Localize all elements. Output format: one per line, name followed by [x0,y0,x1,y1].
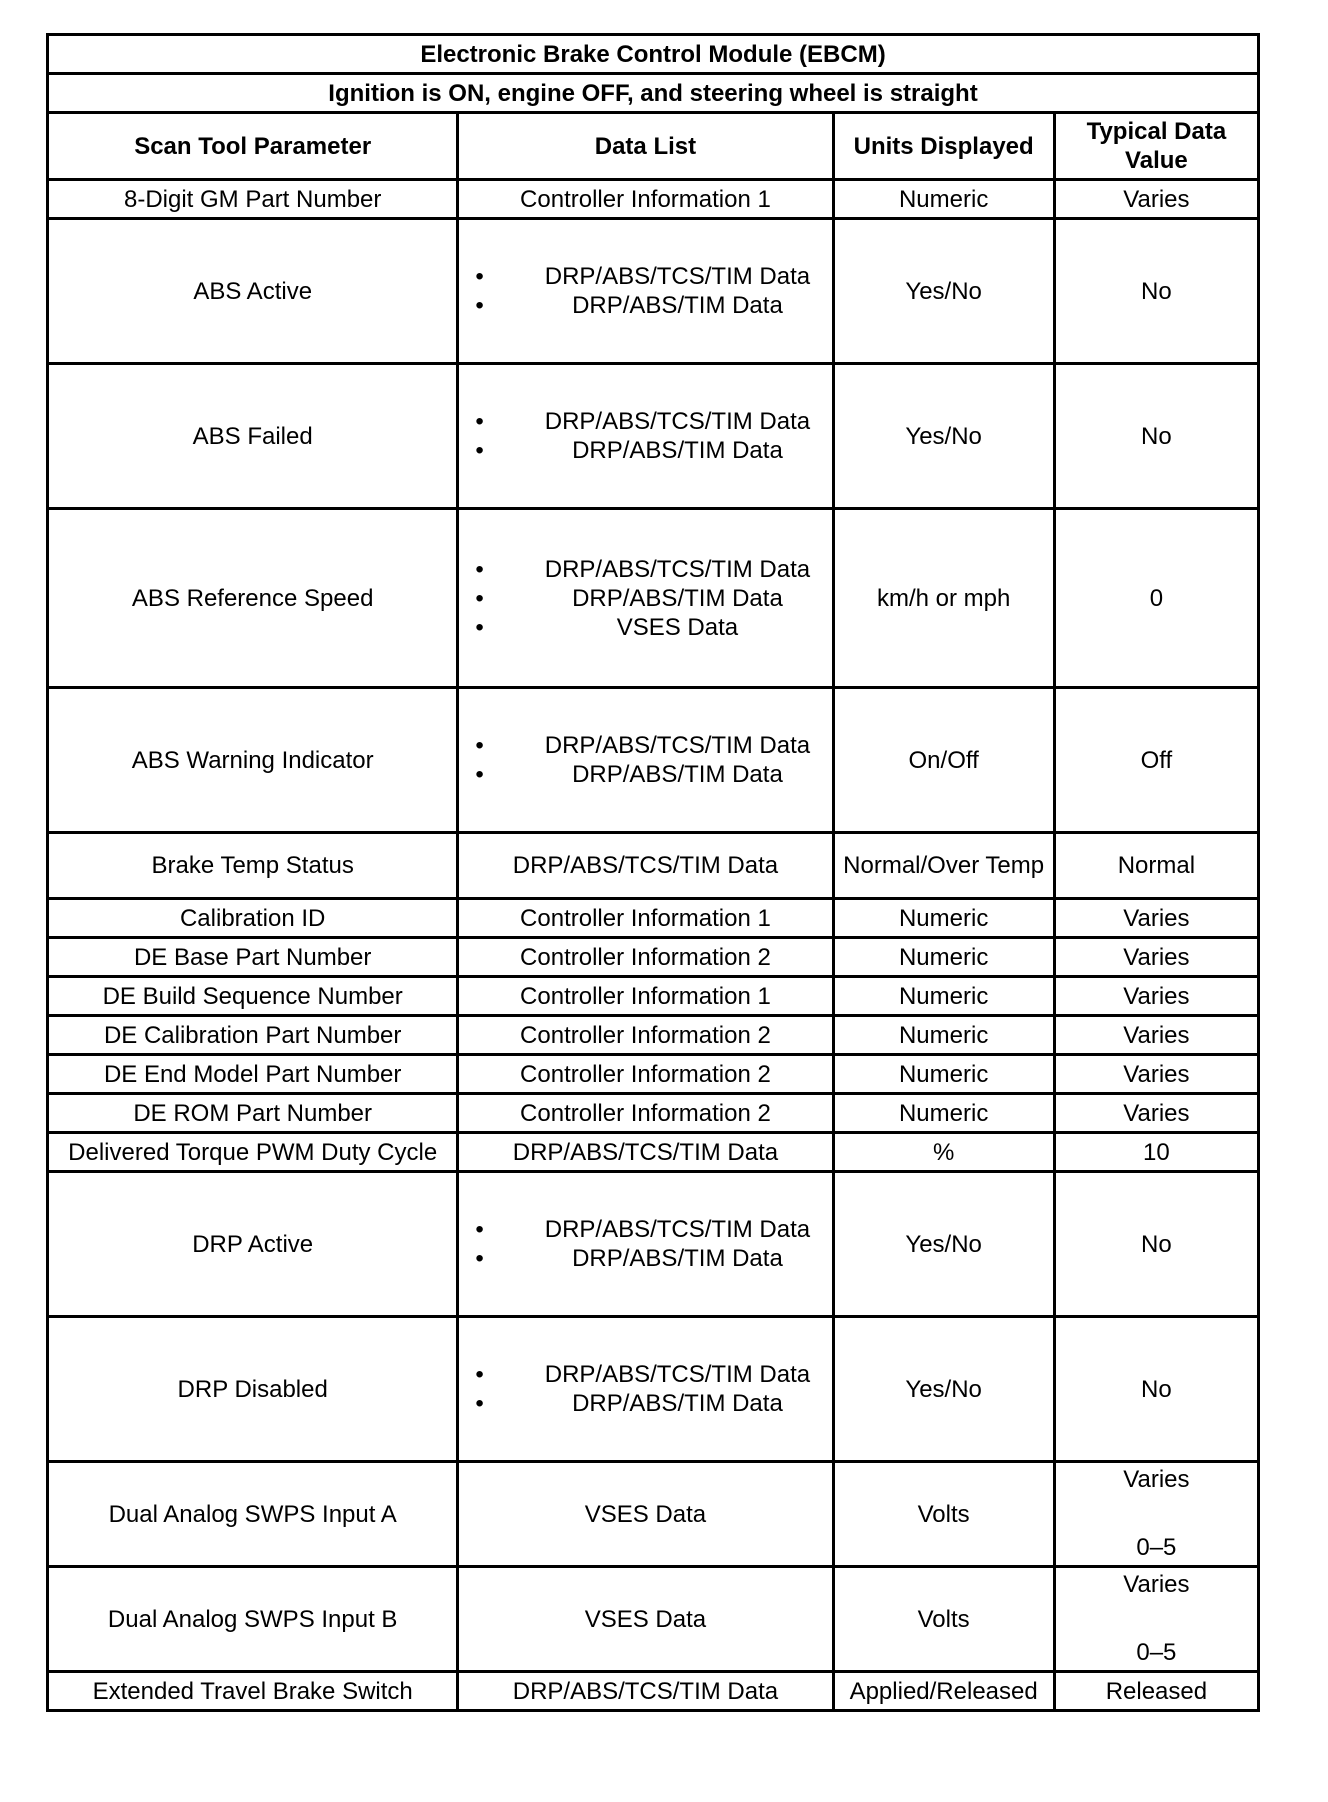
bullet-icon: • [475,613,484,641]
header-data-list: Data List [458,113,833,180]
data-list-bullets [465,1360,825,1418]
cell-units-displayed: Numeric [833,977,1054,1016]
table-row [48,364,1259,509]
data-list-item-text: DRP/ABS/TIM Data [572,292,783,319]
cell-data-list: DRP/ABS/TCS/TIM Data [458,1133,833,1172]
bullet-icon: • [475,292,484,319]
table-row [48,977,1259,1016]
data-list-item [475,1360,825,1389]
header-units-displayed: Units Displayed [833,113,1054,180]
data-list-item [475,731,825,760]
data-list-item-text: DRP/ABS/TIM Data [572,437,783,464]
cell-units-displayed: km/h or mph [833,509,1054,688]
cell-units-displayed: Numeric [833,1094,1054,1133]
cell-data-list [458,1317,833,1462]
data-list-bullets [465,1215,825,1273]
table-row [48,1317,1259,1462]
cell-data-list [458,364,833,509]
cell-parameter: DE Calibration Part Number [48,1016,458,1055]
cell-typical-data-value: Varies [1054,977,1258,1016]
cell-parameter: DRP Disabled [48,1317,458,1462]
cell-units-displayed: Numeric [833,899,1054,938]
data-list-item [475,555,825,584]
table-row [48,833,1259,899]
typical-value-line: 0–5 [1136,1639,1177,1666]
table-row [48,1462,1259,1567]
cell-parameter: Dual Analog SWPS Input B [48,1567,458,1672]
cell-data-list [458,509,833,688]
cell-units-displayed: Yes/No [833,219,1054,364]
cell-typical-data-value: Varies [1054,180,1258,219]
cell-units-displayed: Yes/No [833,1172,1054,1317]
cell-typical-data-value: Normal [1054,833,1258,899]
data-list-item [475,584,825,613]
cell-typical-data-value: 10 [1054,1133,1258,1172]
cell-parameter: DRP Active [48,1172,458,1317]
data-list-bullets [465,262,825,320]
data-list-item-text: DRP/ABS/TCS/TIM Data [544,263,811,290]
column-header-row [48,113,1259,180]
cell-parameter: ABS Warning Indicator [48,688,458,833]
cell-typical-data-value: Varies [1054,1094,1258,1133]
bullet-icon: • [475,263,484,290]
table-row [48,1094,1259,1133]
table-title: Electronic Brake Control Module (EBCM) [48,35,1259,74]
cell-units-displayed: Volts [833,1567,1054,1672]
data-list-item [475,436,825,465]
cell-typical-data-value [1054,1462,1258,1567]
cell-data-list: Controller Information 2 [458,1055,833,1094]
typical-value-stack [1062,1463,1251,1565]
data-list-item-text: DRP/ABS/TCS/TIM Data [544,1361,811,1388]
data-list-item [475,1244,825,1273]
cell-parameter: ABS Active [48,219,458,364]
cell-data-list: DRP/ABS/TCS/TIM Data [458,833,833,899]
bullet-icon: • [475,732,484,759]
cell-units-displayed: On/Off [833,688,1054,833]
table-row [48,1172,1259,1317]
table-row [48,688,1259,833]
cell-units-displayed: Numeric [833,1016,1054,1055]
cell-data-list: Controller Information 2 [458,938,833,977]
typical-value-stack [1062,1568,1251,1670]
table-title-row [48,35,1259,74]
typical-value-line: 0–5 [1136,1534,1177,1561]
cell-parameter: DE Build Sequence Number [48,977,458,1016]
cell-parameter: ABS Reference Speed [48,509,458,688]
table-row [48,1055,1259,1094]
bullet-icon: • [475,1216,484,1243]
header-typical-data-value: Typical Data Value [1054,113,1258,180]
data-list-item [475,613,825,642]
cell-parameter: DE End Model Part Number [48,1055,458,1094]
cell-typical-data-value: No [1054,364,1258,509]
typical-value-line: Varies [1123,1466,1190,1493]
ebcm-data-table [46,33,1260,1712]
header-scan-tool-parameter: Scan Tool Parameter [48,113,458,180]
table-row [48,938,1259,977]
data-list-item-text: VSES Data [616,613,739,641]
cell-typical-data-value: Varies [1054,899,1258,938]
cell-data-list: Controller Information 1 [458,180,833,219]
cell-parameter: Delivered Torque PWM Duty Cycle [48,1133,458,1172]
bullet-icon: • [475,584,484,612]
data-list-item [475,1215,825,1244]
cell-units-displayed: Numeric [833,180,1054,219]
bullet-icon: • [475,1361,484,1388]
cell-units-displayed: Volts [833,1462,1054,1567]
table-subtitle-row [48,74,1259,113]
data-list-bullets [465,731,825,789]
data-list-bullets [465,555,825,642]
data-list-item-text: DRP/ABS/TCS/TIM Data [544,732,811,759]
data-list-bullets [465,407,825,465]
data-list-item-text: DRP/ABS/TIM Data [572,1390,783,1417]
cell-units-displayed: Numeric [833,1055,1054,1094]
data-list-item [475,291,825,320]
cell-units-displayed: Yes/No [833,1317,1054,1462]
cell-typical-data-value: 0 [1054,509,1258,688]
cell-typical-data-value: Varies [1054,938,1258,977]
cell-data-list: VSES Data [458,1462,833,1567]
cell-typical-data-value: Off [1054,688,1258,833]
bullet-icon: • [475,1245,484,1272]
cell-data-list: Controller Information 1 [458,977,833,1016]
data-list-item-text: DRP/ABS/TIM Data [572,1245,783,1272]
data-list-item-text: DRP/ABS/TCS/TIM Data [544,1216,811,1243]
cell-typical-data-value: Released [1054,1672,1258,1711]
cell-data-list: Controller Information 2 [458,1016,833,1055]
cell-units-displayed: Yes/No [833,364,1054,509]
cell-data-list: Controller Information 2 [458,1094,833,1133]
cell-data-list: DRP/ABS/TCS/TIM Data [458,1672,833,1711]
cell-typical-data-value: No [1054,219,1258,364]
table-subtitle: Ignition is ON, engine OFF, and steering wheel is straight [48,74,1259,113]
cell-units-displayed: % [833,1133,1054,1172]
table-row [48,1016,1259,1055]
cell-units-displayed: Applied/Released [833,1672,1054,1711]
table-row [48,899,1259,938]
cell-parameter: Extended Travel Brake Switch [48,1672,458,1711]
table-row [48,1133,1259,1172]
data-list-item-text: DRP/ABS/TCS/TIM Data [544,408,811,435]
cell-typical-data-value: No [1054,1317,1258,1462]
cell-units-displayed: Normal/Over Temp [833,833,1054,899]
table-row [48,509,1259,688]
cell-data-list [458,688,833,833]
table-body [48,180,1259,1711]
cell-parameter: DE ROM Part Number [48,1094,458,1133]
cell-typical-data-value: No [1054,1172,1258,1317]
bullet-icon: • [475,1390,484,1417]
data-list-item-text: DRP/ABS/TIM Data [572,584,783,612]
cell-parameter: 8-Digit GM Part Number [48,180,458,219]
data-list-item-text: DRP/ABS/TCS/TIM Data [544,555,811,583]
cell-typical-data-value: Varies [1054,1016,1258,1055]
bullet-icon: • [475,761,484,788]
cell-parameter: Brake Temp Status [48,833,458,899]
cell-parameter: DE Base Part Number [48,938,458,977]
cell-typical-data-value [1054,1567,1258,1672]
data-list-item [475,407,825,436]
cell-units-displayed: Numeric [833,938,1054,977]
data-list-item [475,1389,825,1418]
table-row [48,1567,1259,1672]
table-row [48,219,1259,364]
cell-parameter: Calibration ID [48,899,458,938]
data-list-item-text: DRP/ABS/TIM Data [572,761,783,788]
table-row [48,1672,1259,1711]
cell-data-list: VSES Data [458,1567,833,1672]
bullet-icon: • [475,437,484,464]
bullet-icon: • [475,408,484,435]
data-list-item [475,760,825,789]
cell-parameter: ABS Failed [48,364,458,509]
cell-data-list: Controller Information 1 [458,899,833,938]
data-list-item [475,262,825,291]
cell-typical-data-value: Varies [1054,1055,1258,1094]
table-row [48,180,1259,219]
cell-data-list [458,219,833,364]
ebcm-data-table-container [46,33,1260,1712]
cell-parameter: Dual Analog SWPS Input A [48,1462,458,1567]
typical-value-line: Varies [1123,1571,1190,1598]
bullet-icon: • [475,555,484,583]
cell-data-list [458,1172,833,1317]
